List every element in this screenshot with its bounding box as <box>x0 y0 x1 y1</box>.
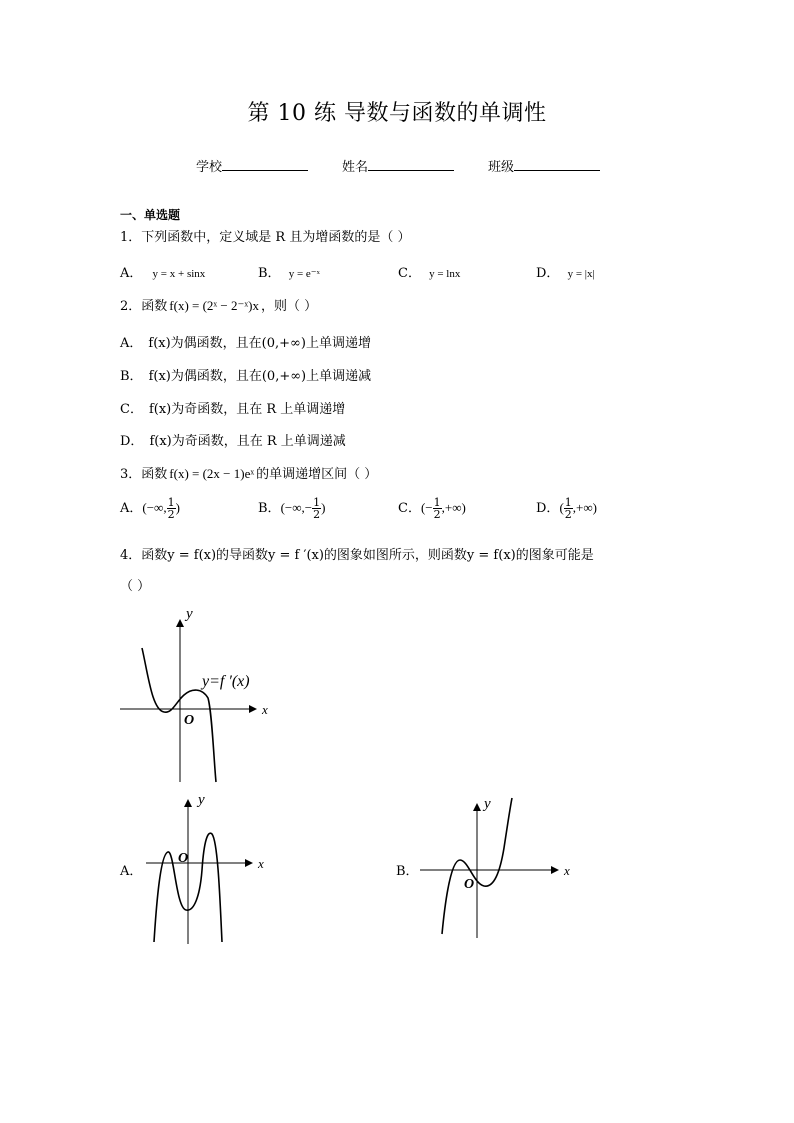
option-text: f(x)为奇函数，且在 R 上单调递增 <box>148 402 346 417</box>
q4-option-a-graph[interactable] <box>140 790 280 950</box>
school-field[interactable] <box>196 156 308 175</box>
interval-left: (−∞,− <box>280 500 313 515</box>
q3-option-d[interactable] <box>536 497 597 520</box>
q2-option-d[interactable] <box>120 430 346 449</box>
fraction <box>167 497 176 520</box>
school-blank[interactable] <box>222 158 308 171</box>
q3-option-b[interactable] <box>258 497 325 520</box>
origin-label: O <box>464 877 475 892</box>
y-axis-label: y <box>484 796 491 812</box>
q1-option-c[interactable] <box>398 262 460 281</box>
x-axis-label: x <box>262 702 268 717</box>
option-formula: y = lnx <box>429 268 461 280</box>
q2-option-b[interactable] <box>120 365 371 384</box>
q3-option-a[interactable] <box>120 497 180 520</box>
name-field[interactable] <box>342 156 454 175</box>
fraction-numerator: 1 <box>564 496 572 509</box>
q2-option-a[interactable] <box>120 332 371 351</box>
stem-formula: f(x) = (2ˣ − 2⁻ˣ)x <box>169 298 259 313</box>
q2-option-c[interactable] <box>120 398 345 417</box>
stem-prefix: 2．函数 <box>120 299 168 314</box>
option-label: A． <box>120 336 143 351</box>
interval-left: ( <box>559 500 564 515</box>
option-label: D． <box>120 434 144 449</box>
fraction-denominator: 2 <box>167 508 175 521</box>
derivative-graph <box>112 602 282 786</box>
fraction-numerator: 1 <box>313 496 321 509</box>
fraction <box>312 497 321 520</box>
curve-label: y=f ′(x) <box>202 673 250 690</box>
fraction-denominator: 2 <box>313 508 321 521</box>
option-label: A． <box>120 266 143 281</box>
interval-right: ,+∞) <box>441 500 466 515</box>
question-4-stem: 4．函数y = f(x)的导函数y = f ′(x)的图象如图所示，则函数y = f(x)的图象可能是 <box>120 548 594 563</box>
stem-suffix: 的单调递增区间（ ） <box>256 467 378 482</box>
q4-option-a-label[interactable]: A． <box>120 864 143 879</box>
q1-option-a[interactable] <box>120 262 205 281</box>
question-1-stem: 1．下列函数中，定义域是 R 且为增函数的是（ ） <box>120 230 411 245</box>
class-field[interactable] <box>488 156 600 175</box>
fraction <box>433 497 442 520</box>
y-axis-label: y <box>198 792 205 808</box>
page-title: 第 10 练 导数与函数的单调性 <box>247 101 547 126</box>
fraction-denominator: 2 <box>564 508 572 521</box>
option-label: C． <box>398 266 421 281</box>
fraction-numerator: 1 <box>433 496 441 509</box>
interval-right: ) <box>321 500 326 515</box>
school-label: 学校 <box>196 160 223 175</box>
option-label: A． <box>120 501 143 516</box>
option-text: f(x)为偶函数，且在(0,+∞)上单调递增 <box>148 336 371 351</box>
option-label: B． <box>258 266 281 281</box>
q3-option-c[interactable] <box>398 497 466 520</box>
name-label: 姓名 <box>342 160 369 175</box>
option-label: D． <box>536 501 560 516</box>
option-label: B． <box>120 369 143 384</box>
option-label: C． <box>120 402 143 417</box>
origin-label: O <box>178 851 189 866</box>
y-axis-label: y <box>186 606 193 622</box>
q1-option-d[interactable] <box>536 262 595 281</box>
option-formula: y = x + sinx <box>152 268 206 280</box>
fraction-numerator: 1 <box>167 496 175 509</box>
option-text: f(x)为奇函数，且在 R 上单调递减 <box>149 434 346 449</box>
origin-label: O <box>184 713 195 728</box>
interval-left: (−∞, <box>142 500 167 515</box>
option-label: B． <box>258 501 281 516</box>
question-3-stem <box>120 463 377 482</box>
section-heading: 一、单选题 <box>120 208 181 222</box>
x-axis-label: x <box>258 856 264 871</box>
option-text: f(x)为偶函数，且在(0,+∞)上单调递减 <box>148 369 372 384</box>
fraction-denominator: 2 <box>433 508 441 521</box>
interval-right: ,+∞) <box>572 500 597 515</box>
class-label: 班级 <box>488 160 515 175</box>
question-2-stem <box>120 295 317 314</box>
x-axis-label: x <box>564 863 570 878</box>
stem-prefix: 3．函数 <box>120 467 168 482</box>
interval-left: (− <box>420 500 433 515</box>
derivative-curve <box>142 648 216 782</box>
q4-option-b-label[interactable]: B． <box>396 864 419 879</box>
stem-formula: f(x) = (2x − 1)eˣ <box>169 466 255 481</box>
name-blank[interactable] <box>368 158 454 171</box>
fraction <box>564 497 573 520</box>
class-blank[interactable] <box>514 158 600 171</box>
q4-option-b-graph[interactable] <box>414 792 584 942</box>
option-label: C． <box>398 501 421 516</box>
stem-suffix: ，则（ ） <box>260 299 318 314</box>
q1-option-b[interactable] <box>258 262 320 281</box>
option-formula: y = e⁻ˣ <box>288 268 320 280</box>
question-4-paren: （ ） <box>120 579 151 594</box>
interval-right: ) <box>175 500 180 515</box>
option-formula: y = |x| <box>567 268 595 280</box>
option-label: D． <box>536 266 560 281</box>
